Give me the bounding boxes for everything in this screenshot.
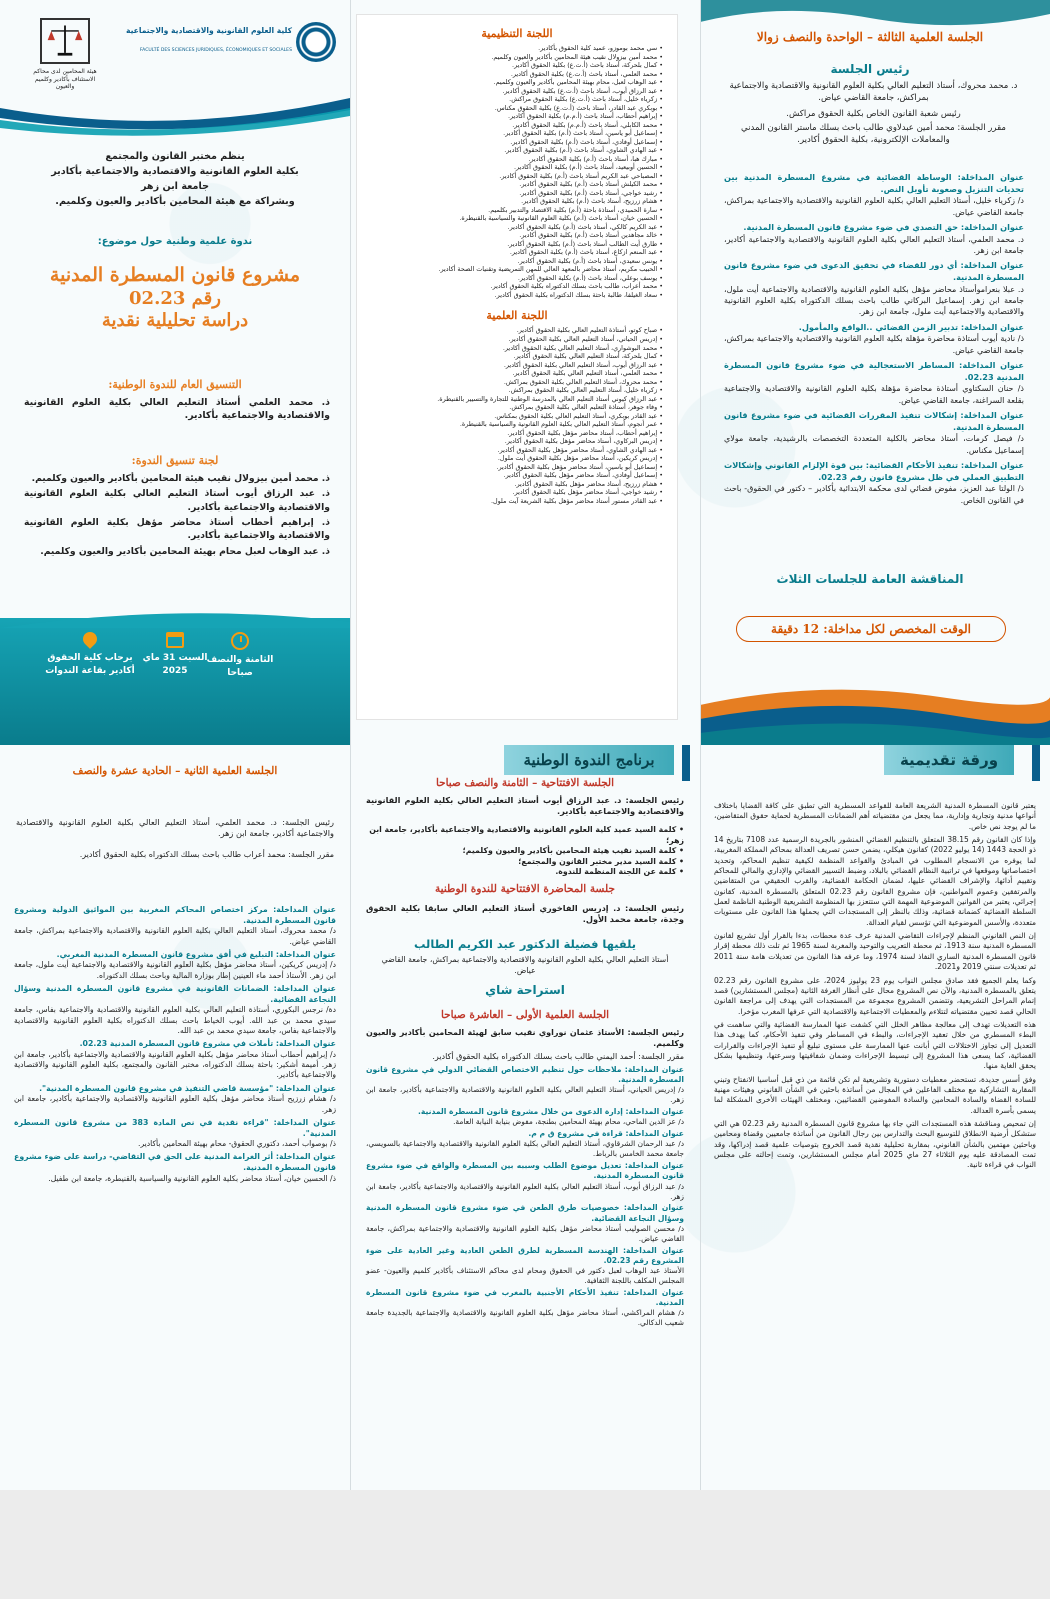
list-item: • محمد أمين بيزولال نقيب هيئة المحامين بأكادير والعيون وكلميم. [367,53,663,62]
faculty-name: كلية العلوم القانونية والاقتصادية والاجتماعية [125,26,292,35]
list-item: • عبد الرزاق أيوب، أستاذ باحث (أ.ت.ع) بكلية الحقوق أكادير. [367,87,663,96]
scientific-committee-title: اللجنة العلمية [486,309,548,323]
list-item: • محمد البوشواري، أستاذ التعليم العالي بكلية الحقوق أكادير. [367,344,663,353]
info-text: برحاب كلية الحقوق أكادير بقاعة الندوات [45,653,135,676]
talk-speaker: د. عبلا بنعراموأستاذ محاضر مؤهل بكلية العلوم القانونية والاقتصادية والاجتماعية أيت ملول، جامعة ابن زهر. إسماعيل البركاني طالب باحث بسلك الدكتوراه بكلية العلوم القانونية والاقتصادية والاجتماعية أيت ملول، جامعة ابن زهر. [724,284,1024,317]
list-item: ذ. عبد الوهاب لعبل محام بهيئة المحامين بأكادير والعيون وكلميم. [40,545,330,557]
time-note: الوقت المخصص لكل مداخلة: 12 دقيقة [736,616,1006,642]
list-item: • الحسين أوبيعيد، أستاذ باحث (أ.م) بكلية الحقوق أكادير. [367,163,663,172]
main-title [10,264,340,333]
cover-panel [0,0,350,745]
talk-item [14,1152,336,1184]
session3-title: الجلسة العلمية الثالثة – الواحدة والنصف زوالا [756,30,984,44]
talk-item [366,1246,684,1286]
session2-chair: رئيس الجلسة: د. محمد العلمي، أستاذ التعليم العالي بكلية العلوم القانونية والاقتصادية والاجتماعية أكادير، جامعة ابن زهر. [16,817,334,839]
list-item: • محمد الكيلش أستاذ باحث (أ.م) بكلية الحقوق أكادير. [367,180,663,189]
chair-text: د. محمد محروك، أستاذ التعليم العالي بكلية العلوم القانونية والاقتصادية والاجتماعية بمراكش، جامعة القاضي عياض. [729,81,1018,104]
committees-panel [350,0,700,745]
bar-association-logo [40,18,90,64]
talk-speaker: د/ عبد الرحمان الشرقاوي، أستاذ التعليم العالي بكلية العلوم القانونية والاقتصادية والاجتماعية بالسويسي، جامعة محمد الخامس بالرباط. [366,1139,684,1159]
paragraph: إن النص القانوني المنظم لإجراءات التقاضي المدنية عرف عدة محطات، بدءا بالقرار أول تشريع لقانون المسطرة المدنية سنة 1913، ثم محطة التعريب والتوحيد والمغربة لسنة 1965 ثم تلت ذلك محطة إقرار قانون المسطرة المدنية الساري النفاذ لسنة 1974، وما عرفه هذا القانون من تعديلات هامة سنة 2011 ثم تعديلات سنتي 2019 و2021. [714,931,1036,972]
list-item: • إسماعيل أوفادي، أستاذ باحث (أ.م) بكلية الحقوق أكادير. [367,138,663,147]
main-title-number: رقم 02.23 [129,287,221,309]
session1-chair: رئيس الجلسة: الأستاذ عثمان نوراوي نقيب سابق لهيئة المحامين بأكادير والعيون وكلميم. [366,1028,684,1049]
talk-title: عنوان المداخلة: إدارة الدعوى من خلال مشروع قانون المسطرة المدنية. [418,1107,684,1117]
list-item: • صباح كوتو، أستاذة التعليم العالي بكلية الحقوق أكادير. [367,326,663,335]
paragraph: وإذا كان القانون رقم 38.15 المتعلق بالتنظيم القضائي المنشور بالجريدة الرسمية عدد 7108 بتاريخ 14 ذو الحجة 1443 (14 يوليو 2022) كقانون هيكلي، يضمن حسن تصريف العدالة بمحاكم المملكة المغربية، لما يوفره من الانسجام المطلوب في المبادئ والقواعد المنظمة لكيفية تنظيم المحاكم، وتحديد اختصاصاتها وموقعها في تراتبية النظام القضائي بالبلاد، وضبط التسيير القضائي والإداري والمالي للمحاكم وتقييم أدائها، والإشراف القضائي عليها، لضمان الحكامة القضائية، والقرب الحقيقي من المتقاضين والمرتفقين وعموم المواطنين، فإن مشروع القانون رقم 02.23 المتعلق بالمسطرة المدنية، كقانون إجرائي، يعتبر من القوانين الموضوعية المهمة التي ستتعزز بها المنظومة التشريعية الوطنية الناظمة لعمل السلطة القضائية كضمانة قضائية، وذلك بالنظر إلى المستجدات التي يحملها هذا القانون على مستويات متعددة، والأسس الموضوعية التي تؤسس لقيام العدالة. [714,835,1036,927]
lecture-chair: رئيس الجلسة: د. إدريس الفاخوري أستاذ التعليم العالي سابقا بكلية الحقوق وجدة، جامعة محمد الأول. [366,903,684,925]
paragraph: يعتبر قانون المسطرة المدنية الشريعة العامة للقواعد المسطرية التي تطبق على كافة القضايا باختلاف أنواعها مدنية وتجارية وإدارية، مما يجعل من مقتضياته أهم الضمانات المسطرية لحماية حقوق المتقاضين، ما لم يوجد نص خاص. [714,801,1036,831]
list-item: • خالد مجاهدين أستاذ باحث (أ.م) بكلية الحقوق أكادير. [367,231,663,240]
talk-title: عنوان المداخلة: حق التصدي في ضوء مشروع قانون المسطرة المدنية. [743,222,1024,232]
talk-title: عنوان المداخلة: مركز اختصاص المحاكم المغربية بين المواثيق الدولية ومشروع قانون المسطرة المدنية. [14,905,336,925]
talk-item [14,905,336,947]
list-item: • يوسف بوعلي، أستاذ باحث (أ.م) بكلية الحقوق أكادير. [367,274,663,283]
list-item: • إسماعيل أوفادي، أستاذ محاضر مؤهل بكلية الحقوق أكادير. [367,471,663,480]
talk-title: عنوان المداخلة: تأملات في مشروع قانون المسطرة المدنية 02.23. [79,1039,336,1049]
brochure-inner-sheet [0,745,1050,1490]
talk-item [724,460,1024,506]
organizer-line: ينظم مختبر القانون والمجتمع [105,151,245,162]
list-item: • هشام زرزيح، أستاذ محاضر مؤهل بكلية الحقوق أكادير. [367,480,663,489]
list-item: • محمد العلمي، أستاذ التعليم العالي بكلية الحقوق أكادير. [367,369,663,378]
general-coordination-text: ذ. محمد العلمي أستاذ التعليم العالي بكلية العلوم القانونية والاقتصادية والاجتماعية بأكادير. [24,397,330,422]
list-item: • محمد محروك، أستاذ التعليم العالي بكلية الحقوق بمراكش. [367,378,663,387]
info-item [40,632,140,677]
list-item: • محمد الكابلي، أستاذ باحث (أ.م.م) بكلية الحقوق أكادير. [367,121,663,130]
list-item: • عبد القادر بوبكري، أستاذ التعليم العالي بكلية الحقوق بمكناس. [367,412,663,421]
fold-line [350,0,351,745]
talk-title: عنوان المداخلة: أي دور للقضاء في تحقيق الدعوى في ضوء مشروع قانون المسطرة المدنية. [724,260,1024,282]
committees-box [356,14,678,720]
heading-accent-bar [1032,745,1040,781]
opening-words-list [366,825,684,878]
session2-panel [0,745,350,1490]
faculty-name-fr: FACULTÉ DES SCIENCES JURIDIQUES, ÉCONOMIQUES ET SOCIALES [139,48,292,53]
scales-icon [42,20,88,62]
list-item: • زكرياء خليل، أستاذ التعليم العالي بكلية الحقوق بمراكش. [367,386,663,395]
list-item: • محمد أعراب، طالب باحث بسلك الدكتوراه بكلية الحقوق أكادير. [367,282,663,291]
talk-speaker: ذ/ نادية أيوب أستاذة محاضرة مؤهلة بكلية العلوم القانونية والاقتصادية والاجتماعية بمراكش، جامعة القاضي عياض. [724,334,1024,355]
talk-title: عنوان المداخلة: خصوصيات طرق الطعن في ضوء مشروع قانون المسطرة المدنية وسؤال النجاعة القضائية. [366,1203,684,1223]
organizer-block [20,150,330,209]
presentation-panel [700,745,1050,1490]
talk-speaker: ذ/ الحسين خيان، أستاذ محاضر بكلية العلوم القانونية والسياسية بالقنيطرة، جامعة ابن طفيل. [48,1173,336,1183]
talk-title: عنوان المداخلة: المساطر الاستعجالية في ضوء مشروع قانون المسطرة المدنية 02.23. [724,360,1024,382]
talk-item [14,1039,336,1081]
calendar-icon [166,632,184,648]
info-text: الثامنة والنصف صباحا [206,655,274,678]
opening-session-title: الجلسة الافتتاحية – الثامنة والنصف صباحا [436,777,614,789]
talk-speaker: د/ محمد محروك، أستاذ التعليم العالي بكلية العلوم القانونية والاقتصادية والاجتماعية بمراكش، جامعة القاضي عياض. [14,926,336,946]
talk-item [724,360,1024,406]
info-band-wave [0,608,350,628]
list-item: • إسماعيل أبو ياسين، أستاذ محاضر مؤهل بكلية الحقوق أكادير. [367,463,663,472]
faculty-logo [296,22,336,62]
opening-lecture-title: جلسة المحاضرة الافتتاحية للندوة الوطنية [434,883,616,895]
scientific-committee-list [357,322,677,505]
program-heading: برنامج الندوة الوطنية [504,745,674,775]
presentation-heading: ورقة تقديمية [884,745,1014,775]
list-item: ذ. محمد أمين بيزولال نقيب هيئة المحامين بأكادير والعيون وكلميم. [31,473,330,484]
coordination-committee-list [24,472,330,558]
list-item: • كمال بلحركة، أستاذ باحث (أ.ت.ع) بكلية الحقوق أكادير. [367,61,663,70]
list-item: • عبد الهادي الشاوي، أستاذ باحث (أ.م) بكلية الحقوق أكادير. [367,146,663,155]
talk-title: عنوان المداخلة: تدبير الزمن القضائي ..الواقع والمأمول. [798,321,1024,332]
list-item: • الحبيب مكريم، أستاذ محاضر بالمعهد العالي للمهن التمريضية وتقنيات الصحة أكادير. [367,265,663,274]
list-item: • الحسين خيان، أستاذ باحث (أ.م) بكلية العلوم القانونية والسياسية بالقنيطرة. [367,214,663,223]
talk-speaker: د/ هشام المراكشي، أستاذ محاضر مؤهل بكلية العلوم القانونية والاقتصادية والاجتماعية بالجديدة جامعة شعيب الدكالي. [366,1308,684,1328]
talk-speaker: ذ/ حنان السكتاوي أستاذة محاضرة مؤهلة بكلية العلوم القانونية والاقتصادية والاجتماعية بقلعة السراغنة، جامعة القاضي عياض. [724,384,1024,405]
list-item: • وفاء جوهر، أستاذة التعليم العالي بكلية الحقوق بمراكش. [367,403,663,412]
session1-title: الجلسة العلمية الأولى – العاشرة صباحا [440,1009,610,1021]
list-item: • كلمة عن اللجنة المنظمة للندوة. [366,867,684,878]
talk-title: عنوان المداخلة: قراءة في مشروع ق م م. [528,1129,684,1139]
talk-speaker: ذ/ بوصواب أحمد، دكتوري الحقوق- محام بهيئة المحامين بأكادير. [138,1139,336,1149]
bottom-wave-decoration [700,675,1050,745]
list-item: • زكرياء خليل، أستاذ باحث (أ.ت.ع) بكلية الحقوق مراكش. [367,95,663,104]
lecture-speaker-desc: أستاذ التعليم العالي بكلية العلوم القانونية والاقتصادية والاجتماعية بمراكش، جامعة القاضي عياض. [381,955,669,975]
list-item: ذ. إبراهيم أحطاب أستاذ محاضر مؤهل بكلية العلوم القانونية والاقتصادية والاجتماعية بأكادير. [24,517,330,542]
talk-item [14,950,336,981]
talk-item [724,222,1024,256]
list-item: • إدريس الحياني، أستاذ التعليم العالي بكلية الحقوق أكادير. [367,335,663,344]
talk-title: عنوان المداخلة: "مؤسسة قاضي التنفيذ في مشروع قانون المسطرة المدنية". [39,1083,336,1093]
main-title-line: مشروع قانون المسطرة المدنية [49,264,301,286]
talk-item [366,1161,684,1201]
list-item: • طارق أيت الطالب أستاذ باحث (أ.م) بكلية الحقوق أكادير. [367,240,663,249]
session3-talks [724,172,1024,510]
fold-line [700,0,701,745]
list-item: • عبد الكريم كالكي، أستاذ باحث (أ.م) بكلية الحقوق أكادير. [367,223,663,232]
list-item: • عمر أنجوم، أستاذ التعليم العالي بكلية العلوم القانونية والسياسية بالقنيطرة. [367,420,663,429]
list-item: • عبد القادر مستور أستاذ محاضر مؤهل بكلية الشريعة آيت ملول. [367,497,663,506]
list-item: • سعاد الغيلفا، طالبة باحثة بسلك الدكتوراه بكلية الحقوق أكادير. [367,291,663,300]
list-item: • كلمة السيد عميد كلية العلوم القانونية والاقتصادية والاجتماعية بأكادير، جامعة ابن زهر؛ [366,825,684,846]
session1-talks [366,1065,684,1328]
list-item: • رشيد خواجي، أستاذ محاضر مؤهل بكلية الحقوق أكادير. [367,488,663,497]
talk-item [366,1288,684,1328]
main-title-subtitle: دراسة تحليلية نقدية [101,310,249,332]
opening-chair: رئيس الجلسة: د. عبد الرزاق أيوب أستاذ التعليم العالي بكلية العلوم القانونية والاقتصادية والاجتماعية بأكادير. [366,795,684,817]
talk-speaker: د/ محسن الصوليب أستاذ محاضر مؤهل بكلية العلوم القانونية والاقتصادية والاجتماعية بمراكش، جامعة القاضي عياض. [366,1223,684,1243]
list-item: • هشام زرزيح، أستاذ باحث (أ.م) بكلية الحقوق أكادير. [367,197,663,206]
talk-speaker: د. محمد العلمي، أستاذ التعليم العالي بكلية العلوم القانونية والاقتصادية والاجتماعية أكادير، جامعة ابن زهر. [724,234,1024,255]
list-item: • كمال بلحركة، أستاذ التعليم العالي بكلية الحقوق أكادير. [367,352,663,361]
coordination-committee-title: لجنة تنسيق الندوة: [131,454,219,467]
list-item: • عبد الرزاق أيوب، أستاذ التعليم العالي بكلية الحقوق أكادير. [367,361,663,370]
talk-item [366,1129,684,1159]
clock-icon [231,632,249,650]
info-band [0,618,350,745]
session2-rapporteur: مقرر الجلسة: محمد أعراب طالب باحث بسلك الدكتوراه بكلية الحقوق أكادير. [79,850,334,859]
talk-speaker: د/ فيصل كرمات، أستاذ محاضر بالكلية المتعددة التخصصات بالرشيدية، جامعة مولاي إسماعيل مكناس. [724,434,1024,455]
bar-association-name: هيئة المحامين لدى محاكم الاستئناف بأكادير وكلميم والعيون [33,68,97,90]
talk-item [14,1084,336,1115]
list-item: • كلمة السيد نقيب هيئة المحامين بأكادير والعيون وكلميم؛ [366,846,684,857]
list-item: • عبد الهادي الشاوي، أستاذ محاضر مؤهل بكلية الحقوق أكادير. [367,446,663,455]
talk-item [724,410,1024,456]
list-item: • عبد الرزاق كيوني أستاذ التعليم العالي بالمدرسة الوطنية للتجارة والتسيير بالقنيطرة. [367,395,663,404]
talk-title: عنوان المداخلة: "قراءة نقدية في نص المادة 383 من مشروع قانون المسطرة المدنية". [14,1117,336,1138]
paragraph: هذه التعديلات تهدف إلى معالجة مظاهر الخلل التي كشفت عنها الممارسة القضائية والتي ساهمت في البطء المسطري من خلال تعقيد الإجراءات، والبطء في المساطر وفي تنفيذ الأحكام، كما يهدف هذا التعديل إلى تجاوز الاختلالات التي أبانت عنها الممارسة على مستوى تبليغ أو تنفيذ الإجراءات والقرارات القضائية، كما يسعى هذا المشروع إلى تبسيط الإجراءات وضمان شفافيتها وسرعتها، وتنظيمها بشكل يحقق الغاية منها. [714,1019,1036,1071]
brochure-outer-sheet [0,0,1050,745]
list-item: • محمد العلمي، أستاذ باحث (أ.ت.ع) بكلية الحقوق أكادير. [367,70,663,79]
talk-speaker: الأستاذ عبد الوهاب لعبل دكتور في الحقوق ومحام لدى محاكم الاستئناف بأكادير كلميم والعيون- عضو المجلس المكلف باللجنة الثقافية. [366,1266,684,1285]
location-icon [80,629,100,649]
paragraph: إن تمحيص ومناقشة هذه المستجدات التي جاء بها مشروع قانون المسطرة المدنية رقم 02.23 هي التي ستشكل أرضية الانطلاق للتوسيع البحث والتدارس بين رجال القانون من أساتذة جامعيين وقضاة ومحامين وباحثين مهتمين بالشأن القانوني، بمقاربة تحليلية نقدية قصد الخروج بتوصيات علمية قصد إدراكها، وقد تمت المصادقة عليه يوم الثلاثاء 27 ماي 2025 أمام مجلس المستشارين، وتمت إحالته على مجلس النواب في قراءة ثانية. [714,1118,1037,1170]
talk-item [366,1203,684,1243]
organizing-committee-list [357,40,677,299]
list-item: ذ. عبد الرزاق أيوب أستاذ التعليم العالي بكلية العلوم القانونية والاقتصادية والاجتماعية بأكادير. [24,488,330,513]
talk-item [14,1118,336,1150]
list-item: • سارة الحميدي، أستاذة باحثة (أ.م) بكلية الاقتصاد والتدبير بكلميم. [367,206,663,215]
general-coordination-title: التنسيق العام للندوة الوطنية: [108,378,242,391]
list-item: • عبد المنعم ازكاغ، أستاذ باحث (أ.م) بكلية الحقوق أكادير. [367,248,663,257]
heading-accent-bar [682,745,690,781]
session2-title: الجلسة العلمية الثانية – الحادية عشرة والنصف [72,765,278,777]
organizer-line: وبشراكة مع هيئة المحامين بأكادير والعيون وكلميم. [55,195,295,207]
talk-speaker: ذ/ الولتا عبد العزيز، مفوض قضائي لدى محكمة الابتدائية بأكادير – دكتور في الحقوق- باحث في القانون الخاص. [724,484,1024,505]
organizer-line: جامعة ابن زهر [140,180,210,192]
talk-item [366,1107,684,1127]
talk-speaker: د/ عز الدين الماحي، محام بهيئة المحامين بطنجة، مفوض بنيابة النيابة العامة. [453,1117,684,1127]
talk-title: عنوان المداخلة: تعديل موضوع الطلب وسببه بين المسطرة والواقع في ضوء مشروع قانون المسطرة المدنية. [366,1161,684,1181]
talk-item [724,172,1024,218]
chair-heading: رئيس الجلسة [830,62,910,76]
talk-title: عنوان المداخلة: الوساطة القضائية في مشروع المسطرة المدنية بين تحديات التنزيل وصعوبة تأويل النص. [724,172,1024,194]
list-item: • مبارك هبا، أستاذ باحث (أ.م) بكلية الحقوق أكادير. [367,155,663,164]
list-item: • سي محمد بوموزو، عميد كلية الحقوق بأكادير. [367,44,663,53]
list-item: • بوبكري عبد القادر، أستاذ باحث (أ.ت.ع) بكلية الحقوق مكناس. [367,104,663,113]
tea-break: استراحة شاي [485,983,565,997]
talk-item [724,322,1024,356]
chair-extra: رئيس شعبة القانون الخاص بكلية الحقوق مراكش. [786,109,961,119]
list-item: • يونس سعيدي، أستاذ باحث (أ.م) بكلية الحقوق أكادير. [367,257,663,266]
list-item: • رشيد خواجي، أستاذ باحث (أ.م) بكلية الحقوق أكادير. [367,189,663,198]
talk-item [366,1065,684,1105]
list-item: • إدريس البركاوي، أستاذ محاضر مؤهل بكلية الحقوق أكادير. [367,437,663,446]
list-item: • إبراهيم أحطاب، أستاذ باحث (أ.م.م) بكلية الحقوق أكادير. [367,112,663,121]
list-item: • إسماعيل أبو ياسين، أستاذ باحث (أ.م) بكلية الحقوق أكادير. [367,129,663,138]
paragraph: وكما يعلم الجميع فقد صادق مجلس النواب يوم 23 يوليوز 2024، على مشروع القانون رقم 02.23 يتعلق بالمسطرة المدنية، والآن نص المشروع محال على أنظار الغرفة الثانية (مجلس المستشارين) قصد إتمام المراحل التشريعية، وتتضمن المشروع مجموعة من المستجدات التي يهدف إلى مراجعة القانون الحالي قصد تحيين مقتضياته لتتلاءم والمعطيات الاجتماعية والاقتصادية التي عرفها المغرب مؤخرا. [714,975,1037,1016]
talk-title: عنوان المداخلة: التبليغ في أفق مشروع قانون المسطرة المدنية المغربي. [56,949,336,959]
list-item: • إدريس كريكين، أستاذ محاضر مؤهل بكلية الحقوق أيت ملول. [367,454,663,463]
general-discussion: المناقشة العامة للجلسات الثلاث [776,572,964,586]
paragraph: وفق أسس جديدة، تستحضر معطيات دستورية وتشريعية لم تكن قائمة من ذي قبل أساسيا الانفتاح وتبني المقاربة التشاركية مع مختلف الفاعلين في المجال من أساتذة باحثين في الشأن القانوني وهيئات مهنية للسادة القضاة والسادة المحامين والسادة المفوضين القضائيين، ومختلف الهيئات الأخرى المشكلة لما يسمى بأسرة العدالة. [714,1074,1036,1115]
talk-title: عنوان المداخلة: تنفيذ الأحكام الأجنبية بالمغرب في ضوء مشروع قانون المسطرة المدنية. [366,1287,684,1308]
talk-item [14,984,336,1036]
talk-title: عنوان المداخلة: الضمانات القانونية في مشروع قانون المسطرة المدنية وسؤال النجاعة القضائية. [14,984,336,1004]
lecture-speaker: يلقيها فضيلة الدكتور عبد الكريم الطالب [413,937,637,951]
list-item: • المصباحي عبد الكريم أستاذ باحث (أ.م) بكلية الحقوق أكادير. [367,172,663,181]
session3-panel [700,0,1050,745]
session2-talks [14,905,336,1184]
fold-line [350,745,351,1490]
talk-speaker: د/ إدريس الحياني، أستاذ التعليم العالي بكلية العلوم القانونية والاقتصادية والاجتماعية بأكادير، جامعة ابن زهر. [366,1085,684,1105]
talk-speaker: د/ زكرياء خليل، أستاذ التعليم العالي بكلية العلوم القانونية والاقتصادية والاجتماعية بمراكش، جامعة القاضي عياض. [724,196,1024,217]
talk-item [724,260,1024,317]
talk-speaker: د/ عبد الرزاق أيوب، أستاذ التعليم العالي بكلية العلوم القانونية والاقتصادية والاجتماعية بأكادير، جامعة ابن زهر. [366,1181,684,1201]
rapporteur-text: مقرر الجلسة: محمد أمين عبدلاوي طالب باحث بسلك ماستر القانون المدني والمعاملات الإلكترونية، بكلية الحقوق أكادير. [741,123,1006,146]
talk-title: عنوان المداخلة: تنفيذ الأحكام القضائية: بين قوة الإلزام القانوني وإشكالات التطبيق العملي في ظل مشروع قانون رقم 02.23. [723,460,1024,482]
organizer-line: بكلية العلوم القانونية والاقتصادية والاجتماعية بأكادير [51,165,299,177]
talk-speaker: د/ إدريس كريكين، أستاذ محاضر مؤهل بكلية العلوم القانونية والاقتصادية والاجتماعية أيت ملول، جامعة ابن زهر. الأستاذ أحمد ماء العينين إطار بوزارة المالية وباحث بسلك الدكتوراه. [14,960,336,980]
session1-rapporteur: مقرر الجلسة: أحمد اليمني طالب باحث بسلك الدكتوراه بكلية الحقوق أكادير. [432,1052,684,1061]
info-text: السبت 31 ماي 2025 [142,653,208,676]
talk-title: عنوان المداخلة: الهندسة المسطرية لطرق الطعن العادية وغير العادية على ضوء المشروع رقم 02.23. [366,1245,684,1265]
talk-title: عنوان المداخلة: ملاحظات حول تنظيم الاختصاص القضائي الدولي في مشروع قانون المسطرة المدنية. [366,1065,684,1085]
fold-line [700,745,701,1490]
header-wave-decoration [0,88,350,144]
talk-speaker: دة/ نرجس البكوري، أستاذة التعليم العالي بكلية العلوم القانونية والاقتصادية والاجتماعية بفاس، جامعة سيدي محمد بن عبد الله. أيوب الخياط باحث بسلك الدكتوراه بكلية العلوم القانونية والاقتصادية والاجتماعية بفاس، جامعة سيدي محمد بن عبد الله. [14,1005,336,1035]
talk-speaker: د/ هشام زرزيح أستاذ محاضر مؤهل بكلية العلوم القانونية والاقتصادية والاجتماعية بأكادير، جامعة ابن زهر. [14,1094,336,1114]
talk-speaker: د/ إبراهيم أحطاب أستاذ محاضر مؤهل بكلية العلوم القانونية والاقتصادية والاجتماعية بأكادير، جامعة ابن زهر. أميمة أشكير: باحثة بسلك الدكتوراه، مختبر القانون والمجتمع، بكلية العلوم القانونية والاقتصادية والاجتماعية بأكادير. [14,1049,336,1080]
header-logos [8,14,342,98]
presentation-text [714,801,1036,1171]
list-item: • كلمة السيد مدير مختبر القانون والمجتمع؛ [366,857,684,868]
organizing-committee-title: اللجنة التنظيمية [481,27,553,40]
program-panel [350,745,700,1490]
event-type: ندوة علمية وطنية حول موضوع: [97,236,253,247]
talk-title: عنوان المداخلة: إشكالات تنفيذ المقررات القضائية في ضوء مشروع قانون المسطرة المدنية. [724,410,1024,432]
info-item [135,632,215,677]
talk-title: عنوان المداخلة: أثر الغرامة المدنية على الحق في التقاضي- دراسة على ضوء مشروع قانون المسطرة المدنية. [14,1152,336,1172]
list-item: • إبراهيم أحطاب، أستاذ محاضر مؤهل بكلية الحقوق أكادير. [367,429,663,438]
list-item: • عبد الوهاب لعبل، محام بهيئة المحامين بأكادير والعيون وكلميم. [367,78,663,87]
